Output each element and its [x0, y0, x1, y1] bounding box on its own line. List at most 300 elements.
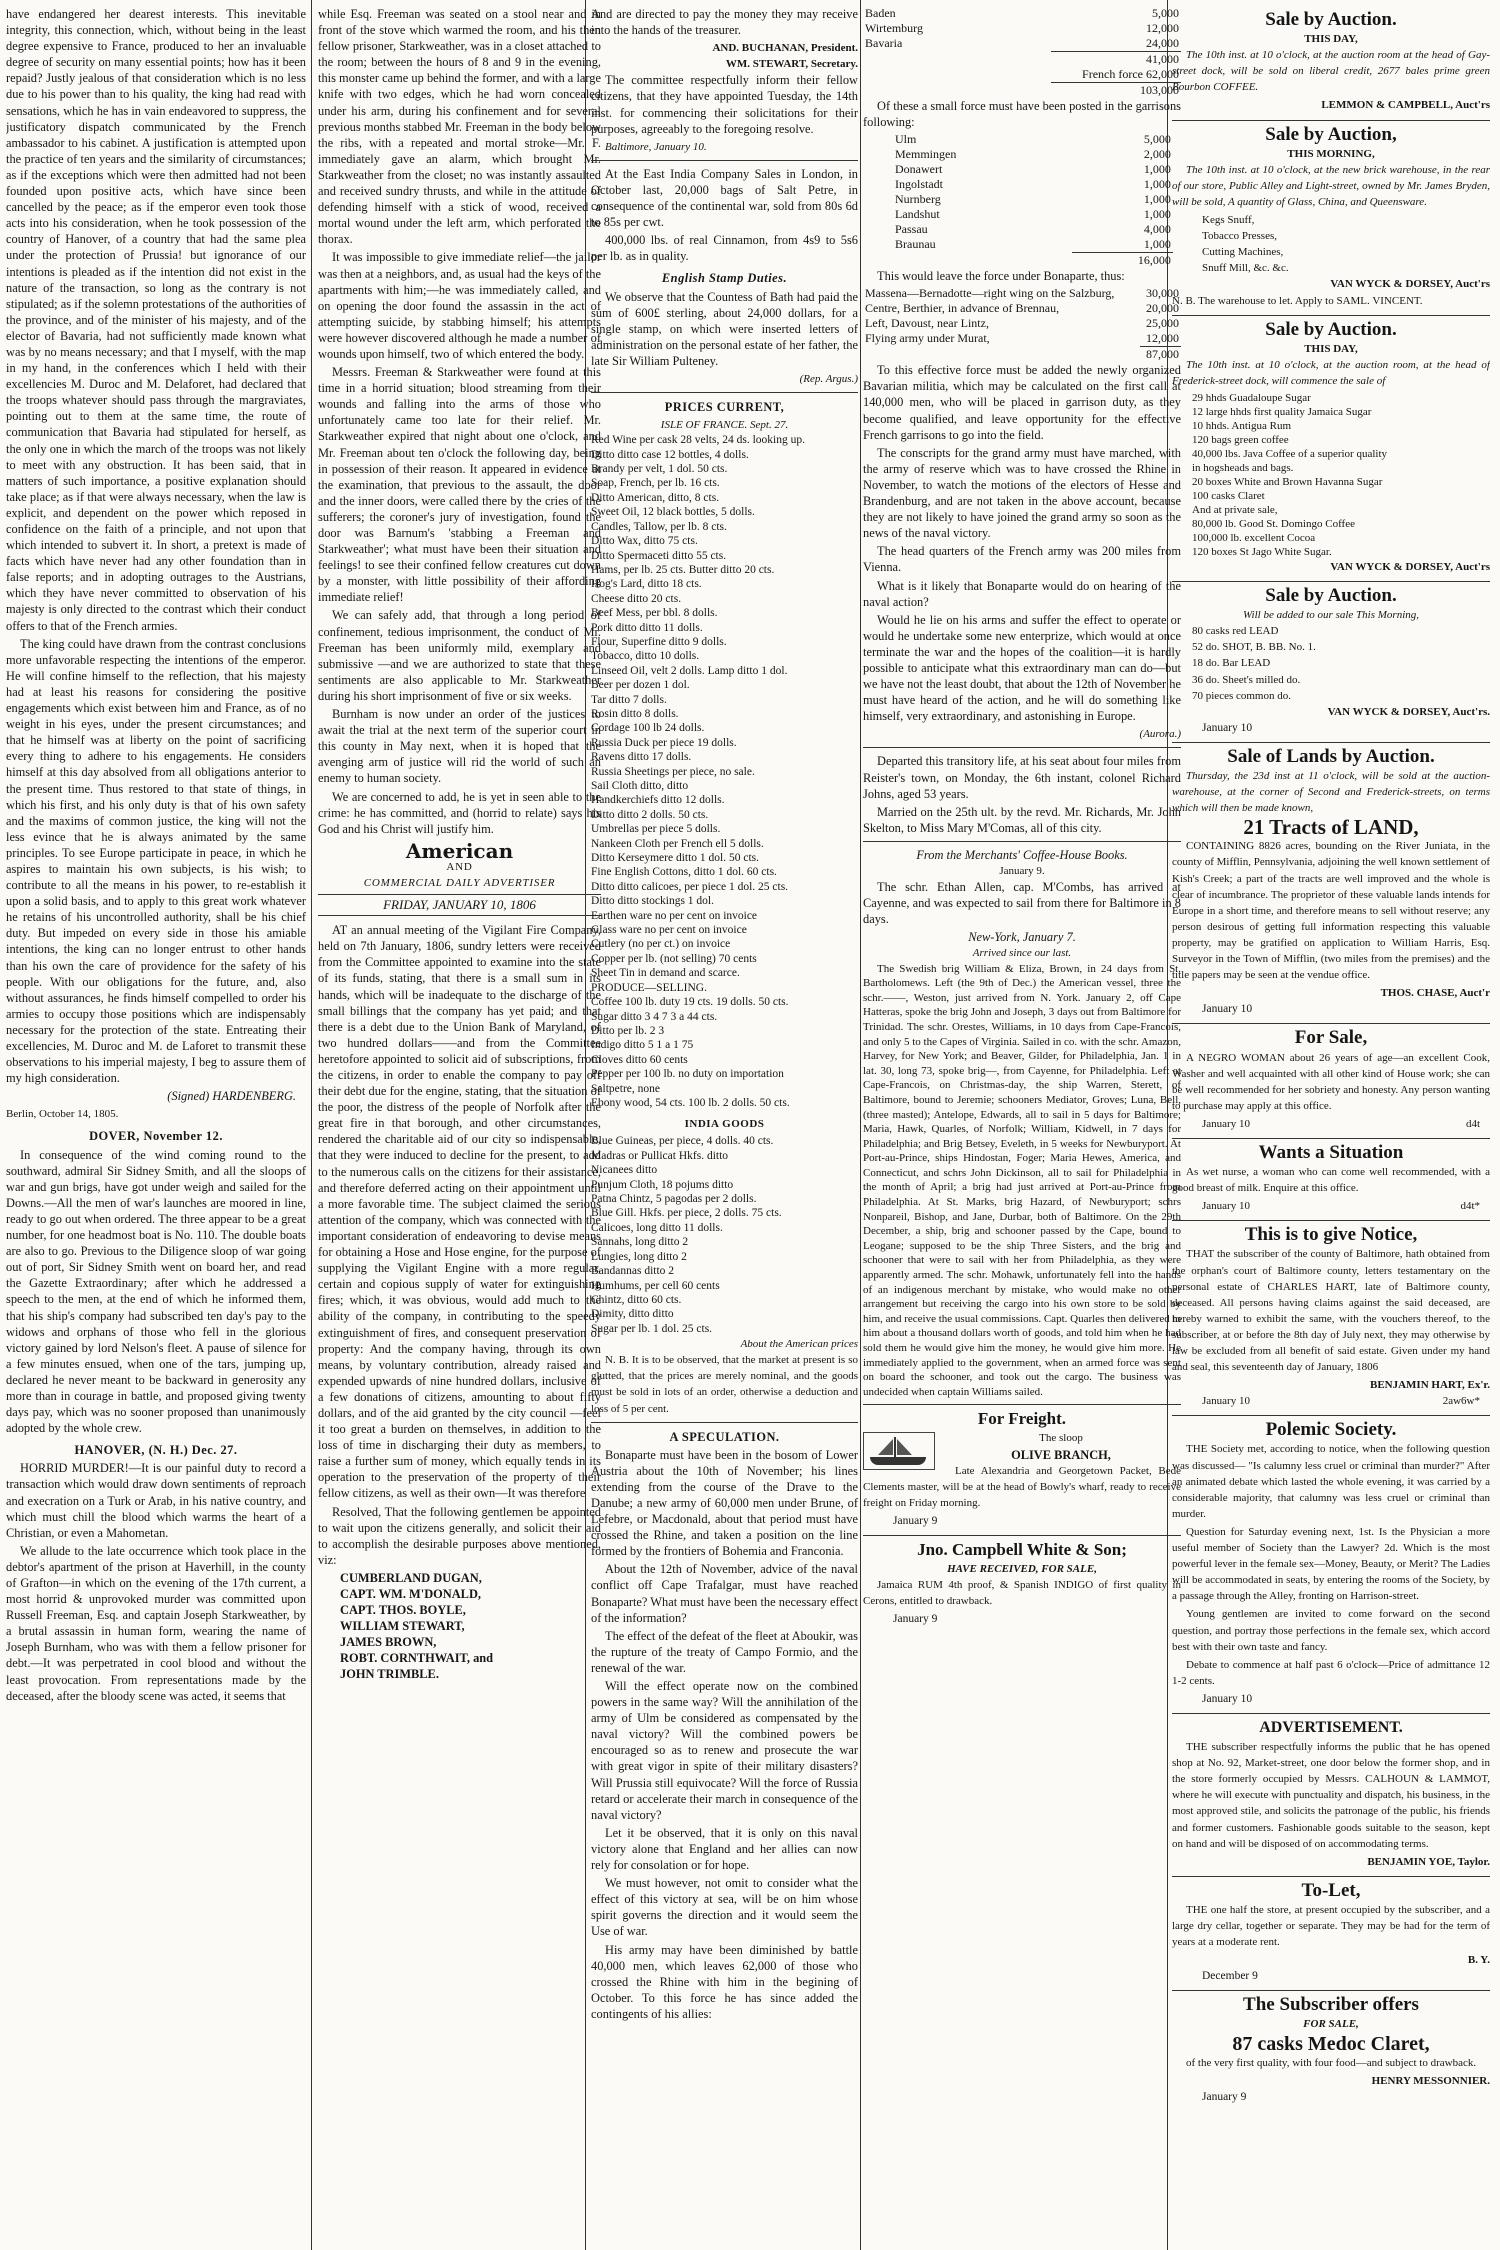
masthead-and: AND [446, 860, 473, 873]
ad-subtitle: FOR SALE, [1303, 2018, 1359, 2031]
table-cell: 4,000 [1143, 222, 1171, 237]
land-auction-ad [1172, 745, 1490, 1018]
list-item: in hogsheads and bags. [1192, 461, 1294, 474]
ad-signature: B. Y. [1467, 1954, 1490, 1967]
table-cell: Memmingen [895, 147, 957, 162]
ad-list [1202, 212, 1490, 276]
ad-title: For Sale, [1294, 1027, 1368, 1049]
price-item: Beer per dozen 1 dol. [591, 679, 690, 692]
price-item: Sweet Oil, 12 black bottles, 5 dolls. [591, 506, 755, 519]
list-item: 120 boxes St Jago White Sugar. [1192, 545, 1332, 558]
column-2 [318, 6, 601, 2244]
divider [591, 160, 858, 161]
article-paragraph: Let it be observed, that it is only on this naval victory alone that England and her allies can now rely for consolation or for hope. [591, 1825, 858, 1873]
ad-footer [1172, 1393, 1490, 1409]
masthead [318, 838, 601, 916]
price-item: Cordage 100 lb 24 dolls. [591, 722, 705, 735]
ad-date: January 10 [1202, 1117, 1250, 1130]
price-item: Dimity, ditto ditto [591, 1308, 674, 1321]
masthead-date: FRIDAY, JANUARY 10, 1806 [318, 894, 601, 916]
ad-body: Jamaica RUM 4th proof, & Spanish INDIGO of first quality in Cerons, entitled to drawback. [863, 1579, 1181, 1608]
table-row [893, 177, 1173, 192]
ad-signature: THOS. CHASE, Auct'r [1380, 987, 1490, 1000]
list-item: 70 pieces common do. [1192, 689, 1291, 702]
dateline: Berlin, October 14, 1805. [6, 1108, 119, 1121]
ad-list [1192, 623, 1490, 703]
ship-icon [863, 1432, 935, 1470]
campbell-ad [863, 1542, 1181, 1627]
column-rule [311, 0, 312, 2250]
column-1 [6, 6, 306, 2244]
column-4 [863, 6, 1181, 2244]
ad-body: Question for Saturday evening next, 1st. Is the Physician a more useful member of Society than the Lawyer? 2d. Which is the most powerful lever in the female sex—Money, Beauty, or Merit? The Ladies will be accommodated in seats, by entering the rooms of the Society, by a passage through the Alley, fronting on Harrison-street. [1172, 1525, 1490, 1603]
list-item: 18 do. Bar LEAD [1192, 657, 1271, 670]
ad-signature: VAN WYCK & DORSEY, Auct'rs [1330, 560, 1490, 573]
ad-title: Jno. Campbell White & Son; [917, 1540, 1127, 1560]
article-paragraph: Messrs. Freeman & Starkweather were found at this time in a horrid situation; blood streaming from their wounds and falling into the arms of those who unfortunately came too late for their relief. Mr. Starkweather expired that night about one o'clock, and Mr. Freeman about ten o'clock the following day, being in possession of their reason. It appeared in evidence at the examination, that previous to the assault, the door and the inner doors, were called there by the cries of the sufferers; the coroner's jury of investigation, found the door was Barnum's 'stabbing a Freeman and Starkweather'; what must have been their situation and feelings! to see their confined fellow creatures cut down by a monster, with little possibility of their affording immediate relief! [318, 365, 601, 605]
price-item: Cutlery (no per ct.) on invoice [591, 938, 731, 951]
price-item: Tar ditto 7 dolls. [591, 693, 667, 706]
table-row [863, 83, 1181, 99]
ad-title: For Freight. [977, 1409, 1067, 1429]
table-cell: 1,000 [1143, 177, 1171, 192]
section-heading: English Stamp Duties. [661, 271, 788, 286]
price-item: Patna Chintz, 5 pagodas per 2 dolls. [591, 1193, 757, 1206]
list-item: And at private sale, [1192, 503, 1278, 516]
committee-member: CAPT. THOS. BOYLE, [340, 1603, 466, 1618]
article-paragraph: The effect of the defeat of the fleet at Aboukir, was the rupture of the treaty of Campo Formio, and the renewal of the war. [591, 1628, 858, 1675]
table-row [893, 147, 1173, 162]
price-item: Chintz, ditto 60 cts. [591, 1293, 682, 1306]
table-cell: Passau [895, 222, 928, 237]
price-note: About the American prices [740, 1338, 858, 1351]
price-item: Ditto Spermaceti ditto 55 cts. [591, 549, 727, 562]
table-cell: Nurnberg [895, 192, 941, 207]
table-row [893, 192, 1173, 207]
obituary: Departed this transitory life, at his seat about four miles from Reister's town, on Monday, the 6th instant, colonel Richard Johns, aged 53 years. [863, 754, 1181, 801]
table-cell: Braunau [895, 237, 936, 252]
list-item: 120 bags green coffee [1192, 433, 1289, 446]
list-item: 52 do. SHOT, B. BB. No. 1. [1192, 641, 1316, 654]
ad-signature: BENJAMIN HART, Ex'r. [1369, 1379, 1490, 1392]
divider [591, 1422, 858, 1423]
article-paragraph: The king could have drawn from the contrast conclusions more unfavorable respecting the intentions of the emperor. He will confine himself to the reflection, that his majesty had at least his reasons for considering the positive engagements which exist between him and France, as of no weight in his eyes, under the present circumstances; and that he himself was at liberty on the point of sacrificing every thing to adhere to his engagements. He considers himself at this day absolved from all obligations anterior to the present time. Thus restored to that state of things, in which his first, and his only duty is that of his own safety and the maxims of common justice, the king will not the less evince that he is always animated by the same principles. To see Europe participate in peace, in which he aspires to maintain his own subjects, is his wish; to contribute to all the means in his power, to re-establish it upon a solid basis, and to apply to this great work whatever he retains of his uncontrolled authority, shall be his chief duty. But impeded on every side in those his amiable intentions, the king can no longer entrust to other hands than his own the care of providence for the safety of his people. With our obligations for the future, and, also without assurances, he finds himself compelled to order his armies to occupy those positions which are indispensably necessary for the protection of the state. Entreating their excellencies, M. Duroc and M. de Laforet to transmit these observations to his imperial majesty, I beg to assure them of my high consideration. [6, 636, 306, 1086]
price-item: PRODUCE—SELLING. [591, 981, 707, 994]
table-row [863, 6, 1181, 21]
table-row [893, 207, 1173, 222]
ad-code: d4t [1465, 1117, 1480, 1130]
article-paragraph: Resolved, That the following gentlemen be appointed to wait upon the citizens generally, and solicit their aid to accomplish the desirable purposes above mentioned, viz: [318, 1504, 601, 1567]
prices-list [591, 433, 858, 1110]
price-item: Hams, per lb. 25 cts. Butter ditto 20 cts. [591, 563, 775, 576]
price-item: Humhums, per cell 60 cents [591, 1279, 720, 1292]
ad-date: January 10 [1202, 1003, 1253, 1016]
article-paragraph: The conscripts for the grand army must have marched, with the army of reserve which was to have crossed the Rhine in November, to watch the motions of the electors of Hesse and Brandenburg, and are not taken in the above account, because they are not likely to have joined the grand army so soon as the news of the naval victory. [863, 445, 1181, 541]
list-item: 100,000 lb. excellent Cocoa [1192, 531, 1316, 544]
advertisement-ad [1172, 1720, 1490, 1870]
section-subheading: January 9. [999, 865, 1045, 877]
table-cell: French force 62,000 [1082, 67, 1179, 81]
price-item: Ditto ditto case 12 bottles, 4 dolls. [591, 448, 749, 461]
article-paragraph: We allude to the late occurrence which took place in the debtor's apartment of the prison at Haverhill, in the county of Grafton—in which on the evening of the 17th current, a most horrid & unprovoked murder was committed upon Russell Freeman, Esq. and captain Joseph Starkweather, by a brutal assassin in human form, wearing the name of Joseph Burnham, who was with them a fellow prisoner for debt.—It was perpetrated in cool blood and without the least provocation. From representations made by the deceased, after the bloody scene was acted, it seems that [6, 1543, 306, 1703]
ad-subtitle: THIS DAY, [1304, 33, 1358, 46]
list-item: 40,000 lbs. Java Coffee of a superior quality [1192, 447, 1388, 460]
price-item: Ravens ditto 17 dolls. [591, 751, 692, 764]
article-paragraph: We must however, not omit to consider what the effect of this victory at sea, will be on him whose spirit governs the direction and it would seem the Use of war. [591, 1876, 858, 1939]
section-heading: DOVER, November 12. [89, 1129, 223, 1144]
price-item: Ditto ditto calicoes, per piece 1 dol. 25 cts. [591, 880, 789, 893]
price-item: Pork ditto ditto 11 dolls. [591, 621, 703, 634]
ad-body: THE Society met, according to notice, when the following question was discussed— "Is calumny less cruel or criminal than murder?" After an animated debate which lasted the whole evening, it was carried by a considerable majority, that calumny was less cruel or criminal than murder. [1172, 1443, 1490, 1520]
article-paragraph: N. B. It is to be observed, that the market at present is so glutted, that the prices are merely nominal, and the goods must be sold in lots of an order, otherwise a deduction and loss of 5 per cent. [591, 1354, 858, 1415]
table-cell: 1,000 [1143, 207, 1171, 222]
divider [1172, 1415, 1490, 1416]
divider [1172, 1990, 1490, 1991]
article-paragraph: have endangered her dearest interests. This inevitable integrity, this connection, which, without being in the least degree expensive to France, produced to her an invaluable degree of security on many essential points; how has it been repaid? Justly jealous of that consideration which is no less due to his power than to his quality, the king had read with sensations, which he has in vain endeavored to suppress, the justificatory dispatch communicated by the French ambassador to his cabinet. A justification is attempted upon the practice of ten years and the similarity of circumstances; as if the exceptions which were then admitted had not been founded upon positive acts, which have since been cancelled by the peace; as if the emperor even took those acts into his consideration, when he took possession of the country of Hanover, of a country that had the same plea under the protection of Prussia! but ignorance of our intentions is pleaded as if the intention did not exist in the nature of the transaction, so long as the contrary is not stipulated; as if the solemn protestations of the authorities of the province, and of the minister of his majesty, and of the elector of Bavaria, had not sufficiently made known what was by no means necessary; and that I myself, with the map in my hand, in the conferences which I held with their excellencies M. Duroc and M. Delaforet, had declared that the troops whatever should pass through the margraviates, pointing out to them at the same time, the route of communication that Bavaria had stipulated for herself, as the only one in which the march of the troops was not likely to meet with any obstruction. It has been said, that in matters of such importance, a positive explanation should take place; as if that were always necessary, when the law is explicit, and dependent on the power which reposed in confidence on the faith of a principle, and not upon that which intended to subvert it. In short, a pretext is made of facts which have never had any other foundation than in false reports; and in adopting outrages to the Austrians, which they have never committed to observation of his majesty is only directed to the contrast which their conduct offers to that of the French armies. [6, 7, 306, 633]
ad-body: A NEGRO WOMAN about 26 years of age—an excellent Cook, Washer and well acquainted with all other kind of House work; she can be well recommended for her sobriety and honesty. Any person wanting to purchase may apply at this office. [1172, 1051, 1490, 1112]
source-credit: (Aurora.) [1139, 728, 1181, 741]
table-cell: Donawert [895, 162, 943, 177]
auction-ad-3 [1172, 318, 1490, 575]
price-item: Blue Gill. Hkfs. per piece, 2 dolls. 75 cts. [591, 1207, 782, 1220]
price-item: Sail Cloth ditto, ditto [591, 780, 689, 792]
price-item: Madras or Pullicat Hkfs. ditto [591, 1149, 729, 1162]
signature: WM. STEWART, Secretary. [725, 58, 858, 71]
ad-code: d4t* [1460, 1200, 1480, 1213]
table-cell: Landshut [895, 207, 940, 222]
ship-name: OLIVE BRANCH, [1011, 1447, 1111, 1462]
committee-list [340, 1570, 601, 1683]
list-item: 29 hhds Guadaloupe Sugar [1192, 391, 1311, 404]
ad-signature: VAN WYCK & DORSEY, Auct'rs [1330, 278, 1490, 291]
price-item: Tobacco, ditto 10 dolls. [591, 650, 700, 663]
committee-member: CUMBERLAND DUGAN, [340, 1570, 482, 1585]
ad-date: January 9 [893, 1613, 938, 1626]
article-paragraph: AT an annual meeting of the Vigilant Fire Company, held on 7th January, 1806, sundry letters were received from the Committee appointed to examine into the state of its funds, stating, that there is a small sum in its hands, which will be inadequate to the discharge of the small billings that the company has yet paid; and that there is a debt due to the Union Bank of Maryland, of two hundred dollars——and from the Committee heretofore appointed to solicit aid of subscriptions, from the citizens, in order to enable the company to pay off their debt due for the engine, stating, that the situation of the poor, the distress of the people of Norfolk after the great fire in that borough, and other circumstances, rendered the charitable aid of our city so indispensable, that they were induced to decline for the present, to add to the numerous calls on the citizens for their assistance, and therefore deferred acting on their appointment until a more favorable time. The subject claimed the serious attention of the company, which was connected with the important consideration of endeavoring to devise means for obtaining a Hose and Hose engine, for the purpose of supplying the Vigilant Engine with a more regular, certain and copious supply of water for extinguishing fires; which, it was obvious, would add much to the ability of the company, in contributing to the speedy extinguishment of fires, and consequent preservation of property: And the company having, through its own means, by voluntary contribution, already raised and expended upwards of nine hundred dollars, inclusive of a few donations of citizens, amounting to about fifty dollars, and of the aid granted by the city council —feel it too great a burden on themselves, in addition to the loss of time in discharging their duty as members, to raise a further sum of money, which equally tends in its operation to the preservation of the property of their fellow citizens, as well as their own—It was therefore [318, 923, 601, 1501]
price-item: Flour, Superfine ditto 9 dolls. [591, 635, 727, 648]
table-cell: 1,000 [1143, 192, 1171, 207]
article-paragraph: 400,000 lbs. of real Cinnamon, from 4s9 to 5s6 per lb. as in quality. [591, 233, 858, 264]
ad-body: THE subscriber respectfully informs the public that he has opened shop at No. 92, Market-street, one door below the former shop, and in the store formerly occupied by Messrs. CALHOUN & LAMMOT, where he will execute with punctuality and dispatch, his business, in the most approved stile, and solicits the patronage of the public, his friends and former customers. Fashionable goods suitable to the season, kept on hand and will be disposed of on accommodating terms. [1172, 1741, 1490, 1850]
table-cell: Ulm [895, 132, 917, 147]
column-5 [1172, 6, 1490, 2244]
list-item: 80 casks red LEAD [1192, 625, 1279, 638]
article-paragraph: The Swedish brig William & Eliza, Brown, in 24 days from St. Bartholomews. Left (the 9th of Dec.) the American vessel, three the schr.——, Weston, just arrived from N. York. January 2, off Cape Hatteras, spoke the brig John and Joseph, 3 days out from Baltimore for Trinidad. The schr. Orestes, Williams, in 10 days from Cape-Francois, and only 5 to the Capes of Virginia. Sailed in co. with the schr. Amazon, Harvey, for New York; and Beaver, Gilder, for Philadelphia, Jan. 1 in lat. 30, long 73, spoke brig—, from Cayenne, for Philadelphia. Left at Cape-Francois, on Christmas-day, the ship Warren, Sterett, of Baltimore, bound to Jeremie; schooners Mediator, Groves; Luna, Bell, (three masted); Antelope, Edwards, all to sail in 5 days for Baltimore; Maria, Hawk, Quarles, of Norfolk; William, Kidwell, in 7 days for Philadelphia; and Brig Betsey, Eveleth, in 5 weeks for Newburyport. At Port-au-Prince, ships Hindostan, Foger; Maria Hewes, America, and Connecticut, and schrs John Dickinson, all to sail for Philadelphia in the month of April; a brig had just arrived at Port-au-Prince from Philadelphia. At St. Marks, brig Hazard, of Newburyport; schrs Nonpareil, Bishop, and Jane, Durbar, both of Baltimore. On the 29th December, a ship, brig and schooner passed by the Cape, bound to Leogane; supposed to be the ship Three Sisters, and the brig and schooner that were to sail with her from Philadelphia, as they were apparently armed. The schr. Mohawk, unfortunately fell into the hands of an indigenous merchant by mistake, who would make no other arrangement but receiving the cargo into his own store to be sold by him, and receive the usual commissions. Capt. Quarles then delivered to him about a thousand dollars worth of goods, and told him when he had sold them he would give him the money, he would give him more. He immediately applied to the government, when an armed force was sent on board the schooner, and took out the cargo. The business was undecided when captain Williams sailed. [863, 962, 1181, 1398]
table-row [863, 331, 1181, 347]
table-total: 41,000 [1051, 52, 1181, 68]
table-row [893, 253, 1173, 269]
ad-title: This is to give Notice, [1244, 1224, 1418, 1246]
price-item: Hog's Lard, ditto 18 cts. [591, 578, 702, 591]
committee-member: ROBT. CORNTHWAIT, and [340, 1651, 494, 1666]
ad-signature: HENRY MESSONNIER. [1371, 2074, 1490, 2087]
table-row [863, 21, 1181, 36]
divider [1172, 315, 1490, 316]
ad-list [1192, 391, 1490, 559]
notice-ad [1172, 1224, 1490, 1409]
ad-body: Debate to commence at half past 6 o'clock—Price of admittance 12 1-2 cents. [1172, 1658, 1490, 1687]
article-paragraph: while Esq. Freeman was seated on a stool near and in front of the stove which warmed the room, and his then fellow prisoner, Starkweather, was in a closet attached to the room; between the hours of 8 and 9 in the evening, this monster came up behind the former, and with a large knife with two edges, which he had worn concealed under his arm, during his confinement and for several previous months stabbed Mr. Freeman in the body below the ribs, with a repeated and mortal stroke—Mr. F. immediately gave an alarm, which brought Mr. Starkweather from the closet; no was instantly assaulted and received sundry thrusts, and while in the attitude of defending himself with a stick of wood, received a mortal wound under the left arm, which perforated the thorax. [318, 7, 601, 247]
price-item: Ditto American, ditto, 8 cts. [591, 491, 720, 504]
divider [1172, 1138, 1490, 1139]
table-row [863, 347, 1181, 363]
article-paragraph: About the 12th of November, advice of the naval conflict off Cape Trafalgar, must have reached Bonaparte? What must have been the necessary effect of the information? [591, 1562, 858, 1625]
ad-signature: BENJAMIN YOE, Taylor. [1367, 1855, 1490, 1868]
ad-subtitle: Will be added to our sale This Morning, [1243, 609, 1419, 622]
article-paragraph: Will the effect operate now on the combined powers in the same way? Will the annihilation of the army of Ulm be considered as compensated by the naval victory? Will the combined powers be encouraged so as to renew and prosecute the war with great vigor in spite of their military disasters? Will Prussia still equivocate? Will the force of Russia retard or accelerate their march in consequence of the naval victory? [591, 1679, 858, 1822]
ad-body: of the very first quality, with four food—and subject to drawback. [1186, 2056, 1477, 2069]
list-item: 20 boxes White and Brown Havanna Sugar [1192, 475, 1383, 488]
price-item: Handkerchiefs ditto 12 dolls. [591, 794, 725, 807]
auction-ad-2 [1172, 123, 1490, 309]
price-item: Sugar per lb. 1 dol. 25 cts. [591, 1322, 713, 1335]
price-item: Earthen ware no per cent on invoice [591, 909, 758, 922]
price-item: Ditto ditto stockings 1 dol. [591, 895, 714, 908]
committee-member: CAPT. WM. M'DONALD, [340, 1587, 481, 1601]
ad-body: THAT the subscriber of the county of Baltimore, hath obtained from the orphan's court of Baltimore county, letters testamentary on the personal estate of CHARLES HART, late of Baltimore county, deceased. All persons having claims against the said deceased, are hereby warned to exhibit the same, with the vouchers thereof, to the subscriber, at or before the 8th day of July next, they may otherwise by law be excluded from all benefit of said estate. Given under my hand and seal, this seventeenth day of January, 1806 [1172, 1248, 1490, 1374]
ad-title: Polemic Society. [1265, 1419, 1397, 1441]
ad-title: Sale by Auction. [1265, 9, 1397, 30]
ad-subtitle: The sloop [1039, 1432, 1083, 1445]
article-paragraph: And are directed to pay the money they may receive into the hands of the treasurer. [591, 7, 858, 38]
ad-date: January 9 [1202, 2090, 1247, 2103]
price-item: Lungies, long ditto 2 [591, 1250, 687, 1263]
table-cell: Bavaria [865, 36, 903, 50]
wings-table [863, 286, 1181, 362]
ad-title: Wants a Situation [1258, 1141, 1404, 1163]
price-item: Ebony wood, 54 cts. 100 lb. 2 dolls. 50 cts. [591, 1096, 790, 1109]
ad-date: January 10 [1202, 1200, 1250, 1213]
table-cell: 1,000 [1143, 237, 1171, 252]
price-item: Punjum Cloth, 18 pojums ditto [591, 1178, 734, 1191]
article-paragraph: The schr. Ethan Allen, cap. M'Combs, has arrived at Cayenne, and was expected to sail from there for Baltimore in 8 days. [863, 880, 1181, 927]
table-cell: 20,000 [1146, 301, 1179, 316]
ad-body: THE one half the store, at present occupied by the subscriber, and a large dry cellar, together or separate. They may be had for the term of years at a moderate rent. [1172, 1903, 1490, 1949]
table-cell: 30,000 [1146, 286, 1179, 301]
table-cell: Centre, Berthier, in advance of Brennau, [865, 301, 1060, 316]
article-paragraph: HORRID MURDER!—It is our painful duty to record a transaction which would draw down sentiments of reproach and execration on a Turk or Arab, in his native country, and which must chill the blood which warms the heart of a Christian, or even a Mahometan. [6, 1461, 306, 1540]
price-item: Brandy per velt, 1 dol. 50 cts. [591, 463, 728, 476]
table-cell: 12,000 [1146, 21, 1179, 35]
table-row [893, 132, 1173, 147]
ad-title: Sale by Auction. [1265, 318, 1397, 340]
section-heading: A SPECULATION. [669, 1429, 780, 1444]
table-total: 103,000 [1051, 83, 1181, 99]
table-cell: 1,000 [1143, 162, 1171, 177]
price-item: Ditto Kerseymere ditto 1 dol. 50 cts. [591, 852, 759, 865]
table-total: 87,000 [1140, 347, 1181, 363]
divider [863, 1404, 1181, 1405]
table-cell: 12,000 [1146, 331, 1179, 346]
list-item: Cutting Machines, [1202, 246, 1284, 259]
divider [1172, 1713, 1490, 1714]
article-paragraph: It was impossible to give immediate relief—the jailor was then at a neighbors, and, as usual had the keys of the apartments with him;—he was immediately called, and on opening the door found the assassin in the act of attempting suicide, by stabbing himself; his attempts were however discovered although he made a number of wounds upon himself, two of which entered the body. [318, 250, 601, 361]
ad-body: CONTAINING 8826 acres, bounding on the River Juniata, in the county of Mifflin, Pennsylvania, adjoining the well known settlement of Kish's Creek; a part of the tracts are well improved and the whole is clear of incumbrance. The proprietor of these valuable lands intends for Europe in a short time, and therefore means to sell without reserve; any person desirous of getting full information respecting this valuable property, may be gratified on application to William Harris, Esq. Surveyor in the Town of Mifflin, (two miles from the premises) and the title papers may be seen at the vendue office. [1172, 840, 1490, 982]
table-cell: Ingolstadt [895, 177, 943, 192]
table-row [863, 301, 1181, 316]
article-paragraph: To this effective force must be added the newly organized Bavarian militia, which may be calculated on the first call at 140,000 men, who will be placed in garrison duty, as they become qualified, and leave opportunity for the effective French garrisons to go into the field. [863, 363, 1181, 442]
committee-member: JAMES BROWN, [340, 1635, 437, 1650]
price-item: Russia Sheetings per piece, no sale. [591, 765, 755, 778]
price-item: Indigo ditto 5 1 a 1 75 [591, 1039, 694, 1052]
forces-table [863, 6, 1181, 98]
article-paragraph: In consequence of the wind coming round to the southward, admiral Sir Sidney Smith, and all the sloops of war and gun brigs, have got under weigh and sailed for the Downs.—All the men of war's launches are moored in line, ready to go out when ordered. The three appear to be a great number, for one headmost boat is No. 110. The double boats are also to go. Previous to the Diligence sloop of war going out of port, Sir Sidney Smith went on board her, and read the Gazette Extraordinary; after which he addressed a speech to the men, at the end of which he informed them, that his ship's company had subscribed ten day's pay to the widows and orphans of those who fell in the glorious victory gained by lord Nelson's fleet. A pause of silence for a few minutes ensued, when one of the tars, jumping up, declared he never meant to be backward in generosity any more than in courage in battle, and proposed giving twenty days pay, which was no sooner proposed than unanimously adopted by the whole crew. [6, 1147, 306, 1436]
price-item: Soap, French, per lb. 16 cts. [591, 477, 720, 490]
ad-body: The 10th inst. at 10 o'clock, at the auction room, at the head of Frederick-street dock, will commence the sale of [1172, 358, 1490, 387]
divider [863, 747, 1181, 748]
section-heading: INDIA GOODS [684, 1118, 765, 1131]
divider [1172, 1220, 1490, 1221]
ad-subtitle: THIS MORNING, [1287, 147, 1375, 160]
list-item: 10 hhds. Antigua Rum [1192, 419, 1292, 432]
section-subheading: Arrived since our last. [972, 947, 1072, 960]
price-item: Sannahs, long ditto 2 [591, 1236, 689, 1249]
ad-body: The 10th inst. at 10 o'clock, at the auction room at the head of Gay-street dock, will be sold on liberal credit, 2677 bales prime green Bourbon COFFEE. [1172, 49, 1490, 94]
price-item: Beef Mess, per bbl. 8 dolls. [591, 607, 718, 620]
table-cell: Flying army under Murat, [865, 331, 990, 346]
section-heading: New-York, January 7. [968, 930, 1076, 945]
article-paragraph: At the East India Company Sales in London, in October last, 20,000 bags of Salt Petre, in consequence of the continental war, sold from 80s 6d to 85s per cwt. [591, 166, 858, 230]
ad-date: December 9 [1202, 1970, 1258, 1983]
ad-body: Young gentlemen are invited to come forward on the second question, and portray those perfections in the female sex, which accord best with their own taste and fancy. [1172, 1608, 1490, 1653]
list-item: 80,000 lb. Good St. Domingo Coffee [1192, 517, 1355, 530]
table-row [863, 286, 1181, 301]
ad-headline: 21 Tracts of LAND, [1243, 815, 1419, 840]
ad-note: N. B. The warehouse to let. Apply to SAML. VINCENT. [1172, 294, 1423, 307]
ad-title: ADVERTISEMENT. [1259, 1718, 1403, 1736]
price-item: Linseed Oil, velt 2 dolls. Lamp ditto 1 dol. [591, 664, 788, 677]
auction-ad-4 [1172, 585, 1490, 736]
signature: AND. BUCHANAN, President. [712, 42, 858, 55]
price-item: Red Wine per cask 28 velts, 24 ds. looking up. [591, 434, 805, 447]
claret-ad [1172, 1994, 1490, 2105]
ad-date: January 10 [1202, 1692, 1253, 1705]
article-paragraph: Bonaparte must have been in the bosom of Lower Austria about the 10th of November; his lines extending from the course of the Drave to the Danube; a new army of 60,000 men under Brune, of Lefebre, or Macdonald, about that period must have crossed the Rhine, and taken a position on the line formed by the frontiers of Bohemia and Franconia. [591, 1447, 858, 1559]
committee-member: JOHN TRIMBLE. [340, 1667, 439, 1682]
article-paragraph: Of these a small force must have been posted in the garrisons following: [863, 99, 1181, 130]
table-row [863, 36, 1181, 52]
divider [591, 392, 858, 393]
list-item: Snuff Mill, &c. &c. [1202, 262, 1289, 275]
table-cell: 5,000 [1143, 132, 1171, 147]
list-item: 36 do. Sheet's milled do. [1192, 673, 1301, 686]
signature: (Signed) HARDENBERG. [167, 1089, 296, 1104]
for-sale-ad [1172, 1027, 1490, 1132]
price-item: Sugar ditto 3 4 7 3 a 44 cts. [591, 1010, 718, 1023]
divider [1172, 1023, 1490, 1024]
ad-footer [1172, 1116, 1490, 1132]
price-item: Nicanees ditto [591, 1164, 658, 1177]
table-row [863, 316, 1181, 331]
price-item: Candles, Tallow, per lb. 8 cts. [591, 520, 727, 533]
marriage-notice: Married on the 25th ult. by the revd. Mr. Richards, Mr. John Skelton, to Miss Mary M'Comas, all of this city. [863, 804, 1181, 835]
article-paragraph: We are concerned to add, he is yet in seen able to the crime: he has committed, and (horrid to relate) says his God and his Christ will justify him. [318, 789, 601, 836]
source-credit: (Rep. Argus.) [799, 372, 858, 385]
dateline: Baltimore, January 10. [605, 140, 707, 153]
article-paragraph: This would leave the force under Bonaparte, thus: [877, 269, 1125, 284]
price-item: Ditto per lb. 2 3 [591, 1024, 665, 1037]
article-paragraph: What is it likely that Bonaparte would do on hearing of the naval action? [863, 578, 1181, 609]
ad-signature: LEMMON & CAMPBELL, Auct'rs [1321, 99, 1490, 112]
price-item: Bandannas ditto 2 [591, 1265, 675, 1278]
price-item: Blue Guineas, per piece, 4 dolls. 40 cts. [591, 1135, 774, 1148]
list-item: Tobacco Presses, [1202, 230, 1277, 243]
table-row [893, 222, 1173, 237]
ad-subtitle: THIS DAY, [1304, 342, 1358, 355]
divider [1172, 581, 1490, 582]
ad-body: The 10th inst. at 10 o'clock, at the new brick warehouse, in the rear of our store, Public Alley and Light-street, owned by Mr. James Bryden, will be sold, A quantity of Glass, China, and Queensware. [1172, 163, 1490, 208]
section-subheading: ISLE OF FRANCE. Sept. 27. [660, 419, 789, 432]
table-cell: Massena—Bernadotte—right wing on the Salzburg, [865, 286, 1115, 301]
ad-body: Late Alexandria and Georgetown Packet, Bede Clements master, will be at the head of Bowly's wharf, ready to receive freight on Friday morning. [863, 1464, 1181, 1509]
divider [1172, 1876, 1490, 1877]
article-paragraph: We observe that the Countess of Bath had paid the sum of 600£ sterling, about 24,000 dollars, for a single stamp, on which were inserted letters of administration on the personal estate of her father, the late Sir William Pulteney. [591, 289, 858, 368]
table-row [863, 52, 1181, 68]
section-heading: PRICES CURRENT, [664, 400, 785, 415]
section-heading: HANOVER, (N. H.) Dec. 27. [74, 1443, 238, 1458]
table-cell: 25,000 [1146, 316, 1179, 331]
ad-title: Sale of Lands by Auction. [1227, 745, 1435, 767]
ad-title: Sale by Auction, [1265, 123, 1397, 145]
price-item: Russia Duck per piece 19 dolls. [591, 736, 737, 749]
list-item: 12 large hhds first quality Jamaica Sugar [1192, 405, 1372, 418]
ad-signature: VAN WYCK & DORSEY, Auct'rs. [1327, 705, 1490, 718]
article-paragraph: We can safely add, that through a long period of confinement, tedious imprisonment, the conduct of Mr. Freeman has been uniformly mild, exemplary and submissive —and we are authorized to state that these sentiments are also applicable to Mr. Starkweather during his short imprisonment of five or six weeks. [318, 608, 601, 703]
auction-ad-1 [1172, 9, 1490, 114]
polemic-society-ad [1172, 1419, 1490, 1707]
table-cell: Left, Davoust, near Lintz, [865, 316, 989, 331]
article-paragraph: The committee respectfully inform their fellow citizens, that they have appointed Tuesday, the 14th inst. for commencing their solicitations for their purposes, agreeably to the foregoing resolve. [591, 73, 858, 136]
price-item: Saltpetre, none [591, 1082, 660, 1095]
price-item: Ditto ditto 2 dolls. 50 cts. [591, 808, 709, 821]
ad-title: The Subscriber offers [1243, 1994, 1419, 2016]
ad-title: To-Let, [1301, 1879, 1361, 1901]
table-cell: 24,000 [1146, 36, 1179, 50]
garrisons-table [893, 132, 1173, 268]
divider [1172, 120, 1490, 121]
ad-subtitle: HAVE RECEIVED, FOR SALE, [947, 1563, 1097, 1576]
ad-title: Sale by Auction. [1265, 585, 1397, 607]
divider [1172, 742, 1490, 743]
committee-member: WILLIAM STEWART, [340, 1619, 465, 1634]
price-item: Pepper per 100 lb. no duty on importation [591, 1068, 784, 1081]
article-paragraph: Would he lie on his arms and suffer the effect to operate or would he undertake some new enterprize, which would at once terminate the war and the hopes of the coalition—it is hardly possible to anticipate what this extraordinary man can do—but we have not the least doubt, that about the 12th of November he must have heard of the action, and he will do something like himself, very extraordinary, and astonishing in Europe. [863, 612, 1181, 724]
freight-ad [863, 1411, 1181, 1529]
ad-body: Thursday, the 23d inst at 11 o'clock, will be sold at the auction-warehouse, at the corner of Second and Frederick-streets, on terms which will then be made known, [1172, 770, 1490, 815]
price-item: Calicoes, long ditto 11 dolls. [591, 1221, 723, 1234]
article-paragraph: His army may have been diminished by battle 40,000 men, which leaves 62,000 of those who crossed the Rhine with him in the begining of October. To this force he has since added the contingents of his allies: [591, 1942, 858, 2021]
masthead-title: American [405, 838, 514, 863]
section-heading: From the Merchants' Coffee-House Books. [916, 847, 1128, 862]
ad-footer [1172, 1198, 1490, 1214]
price-item: Cloves ditto 60 cents [591, 1053, 688, 1066]
table-cell: Baden [865, 6, 896, 20]
divider [863, 841, 1181, 842]
price-item: Glass ware no per cent on invoice [591, 924, 747, 937]
article-paragraph: The head quarters of the French army was 200 miles from Vienna. [863, 544, 1181, 575]
to-let-ad [1172, 1879, 1490, 1985]
ad-date: January 10 [1202, 721, 1253, 734]
table-cell: 2,000 [1143, 147, 1171, 162]
price-item: Cheese ditto 20 cts. [591, 592, 682, 605]
column-rule [860, 0, 861, 2250]
table-cell: 5,000 [1152, 6, 1179, 20]
divider [863, 1535, 1181, 1536]
price-item: Nankeen Cloth per French ell 5 dolls. [591, 837, 764, 850]
table-row [893, 162, 1173, 177]
price-item: Fine English Cottons, ditto 1 dol. 60 cts. [591, 866, 777, 879]
price-item: Coffee 100 lb. duty 19 cts. 19 dolls. 50 cts. [591, 996, 789, 1009]
